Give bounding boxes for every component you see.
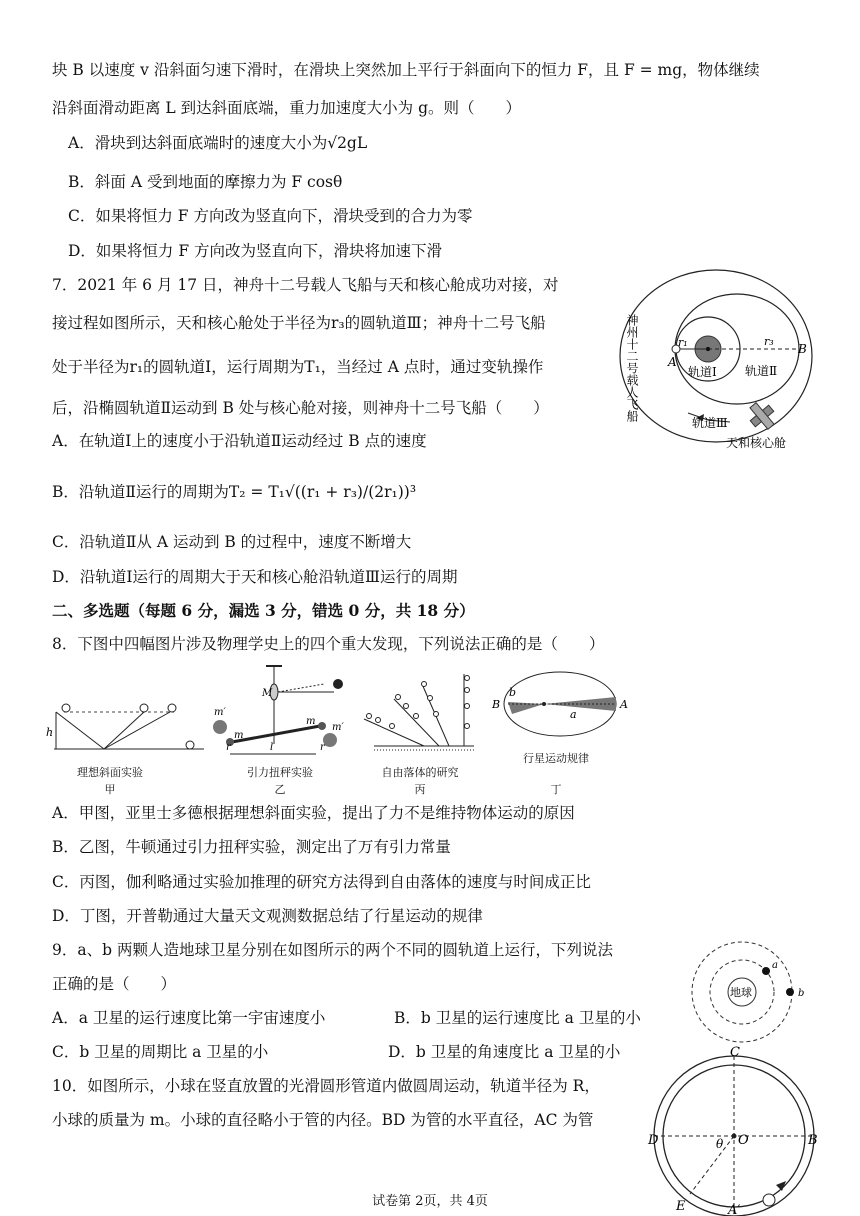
- q8-stem: 8．下图中四幅图片涉及物理学史上的四个重大发现，下列说法正确的是（ ）: [52, 635, 605, 653]
- svg-text:r: r: [320, 742, 325, 753]
- caption-jia: 理想斜面实验: [77, 766, 143, 779]
- svg-text:r: r: [226, 742, 231, 753]
- label-b: b: [798, 988, 805, 999]
- q9-stem-line2: 正确的是（ ）: [52, 975, 177, 993]
- q9-option-d: D．b 卫星的角速度比 a 卫星的小: [388, 1043, 621, 1061]
- svg-text:m′: m′: [332, 722, 344, 733]
- q6-stem-line2: 沿斜面滑动距离 L 到达斜面底端，重力加速度大小为 g。则（ ）: [52, 99, 521, 117]
- orbit-i-label: 轨道Ⅰ: [688, 365, 717, 379]
- q6-option-d: D．如果将恒力 F 方向改为竖直向下，滑块将加速下滑: [68, 242, 443, 260]
- label-a: a: [772, 960, 778, 971]
- q7-stem-line4: 后，沿椭圆轨道Ⅱ运动到 B 处与核心舱对接，则神舟十二号飞船（ ）: [52, 399, 549, 417]
- satellite-orbits-diagram: [688, 940, 808, 1044]
- point-e: E: [676, 1199, 686, 1214]
- q8-option-d: D．丁图，开普勒通过大量天文观测数据总结了行星运动的规律: [52, 907, 483, 925]
- svg-text:B: B: [492, 698, 501, 711]
- q8-option-b: B．乙图，牛顿通过引力扭秤实验，测定出了万有引力常量: [52, 838, 451, 856]
- q10-stem-line1: 10．如图所示，小球在竖直放置的光滑圆形管道内做圆周运动，轨道半径为 R，: [52, 1077, 600, 1095]
- label-bing: 丙: [414, 783, 426, 796]
- q9-option-a: A．a 卫星的运行速度比第一宇宙速度小: [52, 1009, 326, 1027]
- svg-text:b: b: [509, 686, 517, 699]
- q7-option-a: A．在轨道Ⅰ上的速度小于沿轨道Ⅱ运动经过 B 点的速度: [52, 432, 427, 450]
- r3-label: r₃: [764, 335, 774, 348]
- svg-text:A: A: [620, 698, 628, 711]
- svg-text:m: m: [234, 730, 244, 741]
- q9-option-b: B．b 卫星的运行速度比 a 卫星的小: [394, 1009, 641, 1027]
- point-o: O: [738, 1133, 749, 1148]
- q6-option-c: C．如果将恒力 F 方向改为竖直向下，滑块受到的合力为零: [68, 207, 473, 225]
- satellite-b-icon: [786, 988, 794, 996]
- theta-label: θ: [716, 1137, 724, 1151]
- label-ding: 丁: [550, 783, 562, 796]
- q8-option-c: C．丙图，伽利略通过实验加推理的研究方法得到自由落体的速度与时间成正比: [52, 873, 591, 891]
- svg-text:l: l: [270, 742, 274, 753]
- point-a: A′: [728, 1203, 741, 1216]
- vertical-label: 神州十二号载人飞船: [625, 314, 639, 422]
- caption-ding: 行星运动规律: [523, 752, 589, 765]
- caption-bing: 自由落体的研究: [381, 766, 459, 779]
- q6-option-b: B．斜面 A 受到地面的摩擦力为 F cosθ: [68, 173, 343, 191]
- q7-option-b: B．沿轨道Ⅱ运行的周期为T₂ = T₁√((r₁ + r₃)/(2r₁))³: [52, 483, 417, 501]
- orbit-ii-label: 轨道Ⅱ: [745, 364, 778, 378]
- earth-label: 地球: [730, 986, 752, 999]
- point-d: D: [648, 1133, 659, 1148]
- q6-stem-line1: 块 B 以速度 v 沿斜面匀速下滑时，在滑块上突然加上平行于斜面向下的恒力 F，且 F = mg，物体继续: [52, 61, 760, 79]
- page-footer: 试卷第 2页，共 4页: [372, 1194, 488, 1209]
- station-label: 天和核心舱: [726, 436, 787, 450]
- kepler-figure: [491, 672, 628, 736]
- point-c: C: [730, 1045, 740, 1060]
- svg-text:m: m: [306, 716, 316, 727]
- satellite-a-icon: [762, 967, 770, 975]
- section-title: 二、多选题（每题 6 分，漏选 3 分，错选 0 分，共 18 分）: [52, 601, 475, 620]
- free-fall-figure: [364, 674, 474, 750]
- label-yi: 乙: [274, 783, 286, 796]
- q9-option-c: C．b 卫星的周期比 a 卫星的小: [52, 1043, 269, 1061]
- r1-label: r₁: [678, 336, 688, 349]
- ideal-incline-figure: [46, 704, 204, 749]
- q10-stem-line2: 小球的质量为 m。小球的直径略小于管的内径。BD 为管的水平直径，AC 为管: [52, 1111, 594, 1129]
- torsion-balance-figure: [213, 666, 344, 754]
- point-a-label: A: [668, 355, 677, 369]
- point-b: B: [808, 1133, 818, 1148]
- label-jia: 甲: [104, 783, 116, 796]
- svg-text:h: h: [46, 726, 54, 739]
- svg-text:M: M: [262, 688, 273, 699]
- q7-stem-line2: 接过程如图所示，天和核心舱处于半径为r₃的圆轨道Ⅲ；神舟十二号飞船: [52, 314, 546, 332]
- svg-text:a: a: [570, 708, 577, 721]
- q7-option-c: C．沿轨道Ⅱ从 A 运动到 B 的过程中，速度不断增大: [52, 533, 412, 551]
- svg-text:m′: m′: [214, 707, 226, 718]
- q7-option-d: D．沿轨道Ⅰ运行的周期大于天和核心舱沿轨道Ⅲ运行的周期: [52, 568, 458, 586]
- q7-stem-line1: 7．2021 年 6 月 17 日，神舟十二号载人飞船与天和核心舱成功对接，对: [52, 276, 559, 294]
- q8-option-a: A．甲图，亚里士多德根据理想斜面实验，提出了力不是维持物体运动的原因: [52, 804, 575, 822]
- point-b-label: B: [798, 342, 807, 356]
- q9-stem-line1: 9．a、b 两颗人造地球卫星分别在如图所示的两个不同的圆轨道上运行，下列说法: [52, 941, 613, 959]
- orbit-docking-diagram: [612, 268, 822, 458]
- orbit-iii-label: 轨道Ⅲ: [692, 416, 728, 430]
- q7-stem-line3: 处于半径为r₁的圆轨道Ⅰ，运行周期为T₁，当经过 A 点时，通过变轨操作: [52, 358, 544, 376]
- caption-yi: 引力扭秤实验: [247, 766, 313, 779]
- q6-option-a: A．滑块到达斜面底端时的速度大小为√2gL: [68, 134, 368, 152]
